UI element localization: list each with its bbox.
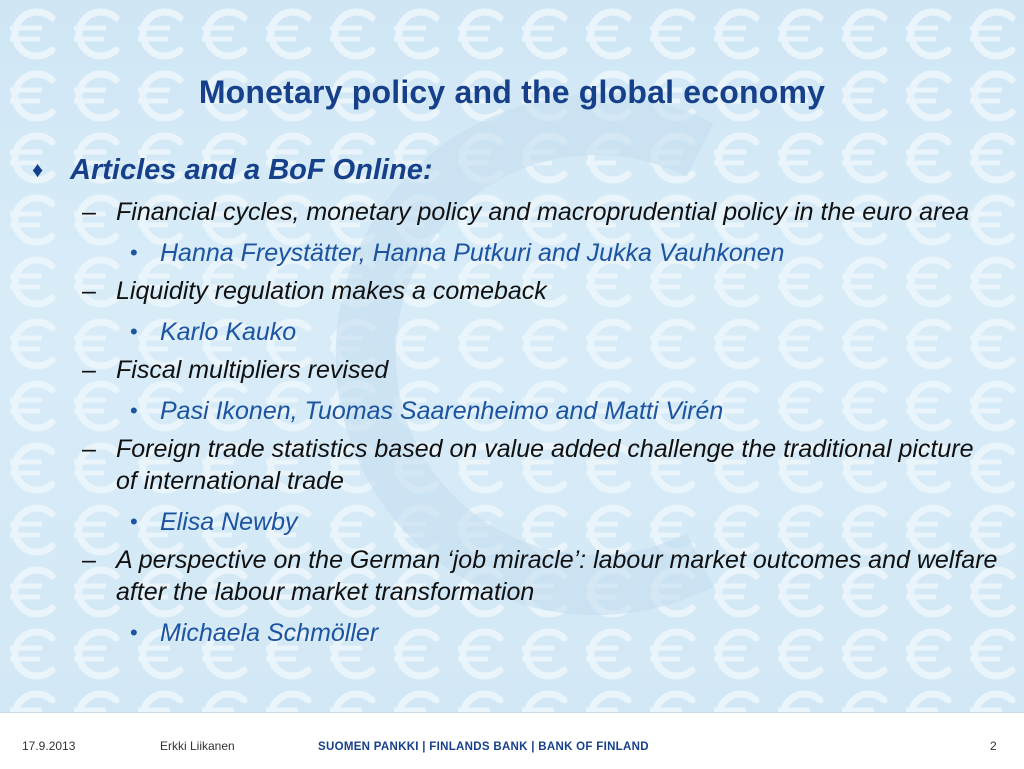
article-title: [30, 433, 1000, 497]
footer-author: Erkki Liikanen: [160, 739, 235, 753]
article-title-text: Foreign trade statistics based on value added challenge the traditional picture of international trade: [116, 435, 974, 495]
article-title: [30, 544, 1000, 608]
page-number: 2: [990, 739, 997, 753]
dot-bullet-icon: •: [130, 509, 138, 534]
article-authors-text: Pasi Ikonen, Tuomas Saarenheimo and Matti Virén: [160, 397, 724, 425]
section-heading-text: Articles and a BoF Online:: [70, 154, 433, 186]
article-title-text: Fiscal multipliers revised: [116, 356, 389, 384]
article-title-text: Liquidity regulation makes a comeback: [116, 277, 547, 305]
article-title-text: Financial cycles, monetary policy and macroprudential policy in the euro area: [116, 198, 970, 226]
article-title: [30, 354, 1000, 386]
dash-bullet: –: [82, 435, 96, 463]
dot-bullet-icon: •: [130, 398, 138, 423]
section-heading: [30, 152, 1000, 188]
article-authors-text: Karlo Kauko: [160, 318, 297, 346]
article-authors-text: Elisa Newby: [160, 508, 298, 536]
dash-bullet: –: [82, 277, 96, 305]
dash-bullet: –: [82, 546, 96, 574]
footer-date: 17.9.2013: [22, 739, 76, 753]
article-authors: [30, 237, 1000, 269]
dash-bullet: –: [82, 356, 96, 384]
article-authors: [30, 506, 1000, 538]
article-title: [30, 196, 1000, 228]
article-authors: [30, 617, 1000, 649]
slide-content: [30, 152, 1000, 649]
dot-bullet-icon: •: [130, 240, 138, 265]
slide-title: Monetary policy and the global economy: [198, 74, 826, 110]
article-authors-text: Michaela Schmöller: [160, 619, 379, 647]
article-authors-text: Hanna Freystätter, Hanna Putkuri and Jukka Vauhkonen: [160, 239, 785, 267]
footer-bank-name: SUOMEN PANKKI | FINLANDS BANK | BANK OF FINLAND: [318, 741, 649, 753]
diamond-bullet-icon: ♦: [32, 157, 44, 182]
slide-footer: [0, 712, 1024, 769]
article-authors: [30, 395, 1000, 427]
article-authors: [30, 316, 1000, 348]
article-title-text: A perspective on the German ‘job miracle’: labour market outcomes and welfare after the labour market transformation: [116, 546, 998, 606]
dot-bullet-icon: •: [130, 319, 138, 344]
article-title: [30, 275, 1000, 307]
dash-bullet: –: [82, 198, 96, 226]
dot-bullet-icon: •: [130, 620, 138, 645]
